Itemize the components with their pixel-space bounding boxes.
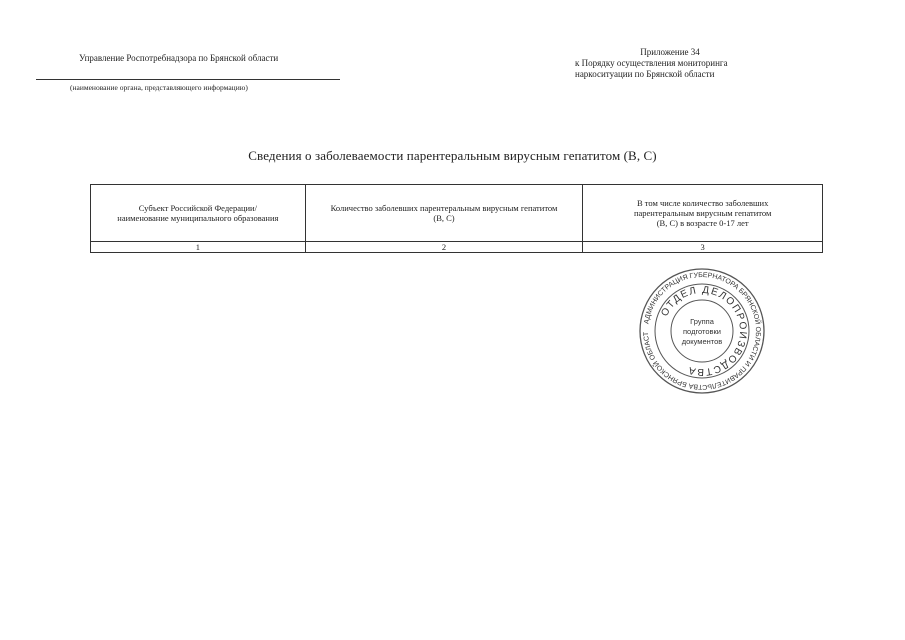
stamp-outer-text: АДМИНИСТРАЦИЯ ГУБЕРНАТОРА БРЯНСКОЙ ОБЛАСТИ И ПРАВИТЕЛЬСТВА БРЯНСКОЙ ОБЛАСТ [642,271,762,391]
column-header-line: парентеральным вирусным гепатитом [633,208,772,218]
column-number-row [91,242,823,253]
document-title: Сведения о заболеваемости парентеральным вирусным гепатитом (В, С) [248,148,657,163]
column-header-line: (В, С) [433,213,455,223]
appendix-line-2: к Порядку осуществления мониторинга [575,58,728,68]
data-table [90,184,823,253]
column-number-2: 2 [305,242,583,253]
organization-underline [36,79,340,80]
official-stamp [637,266,767,396]
appendix-note [555,47,785,80]
column-header-subject [91,185,306,242]
column-header-line: Субъект Российской Федерации/ [138,203,257,213]
organization-caption: (наименование органа, представляющего информацию) [70,83,248,92]
stamp-graphic [637,266,767,396]
appendix-line-3: наркоситуации по Брянской области [575,69,715,79]
column-header-line: Количество заболевших парентеральным вирусным гепатитом [330,203,558,213]
column-number-1: 1 [91,242,306,253]
column-header-cases [305,185,583,242]
column-header-line: В том числе количество заболевших [636,198,769,208]
stamp-ring-text: ОТДЕЛ ДЕЛОПРОИЗВОДСТВА [659,284,749,378]
column-header-cases-0-17 [583,185,823,242]
column-number-3: 3 [583,242,823,253]
column-header-line: (В, С) в возрасте 0-17 лет [656,218,749,228]
table-header-row [91,185,823,242]
stamp-center-line-2: подготовки [683,327,721,336]
appendix-line-1: Приложение 34 [640,47,700,57]
column-header-line: наименование муниципального образования [117,213,279,223]
stamp-center-line-1: Группа [690,317,714,326]
organization-name: Управление Роспотребнадзора по Брянской области [79,53,279,63]
stamp-center-line-3: документов [681,337,723,346]
